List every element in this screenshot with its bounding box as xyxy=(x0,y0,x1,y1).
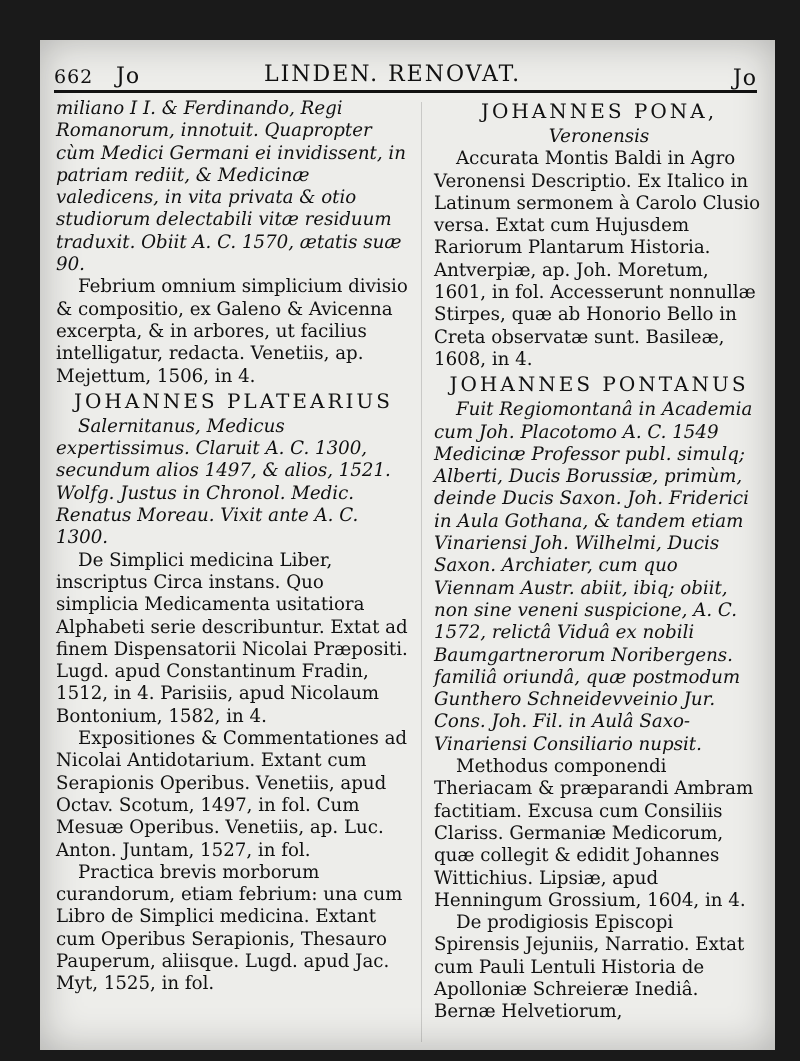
author-heading: JOHANNES PONTANUS xyxy=(449,372,749,397)
running-title: LINDEN. RENOVAT. xyxy=(264,62,522,87)
entry-text: Accurata Montis Baldi in Agro Veronensi Descriptio. Ex Italico in Latinum sermonem à Carolo Clusio versa. Extat cum Hujusdem Rariorum Plantarum Historia. Antverpiæ, ap. Joh. Moretum, 1601, in fol. Accesserunt nonnullæ Stirpes, quæ ab Honorio Bello in Creta observatæ sunt. Basileæ, 1608, in 4. xyxy=(434,148,761,370)
entry-text: Fuit Regiomontanâ in Academia cum Joh. Placotomo A. C. 1549 Medicinæ Professor publ. simulq; Alberti, Ducis Borussiæ, primùm, deinde Ducis Saxon. Joh. Friderici in Aula Gothana, & tandem etiam Vinariensi Joh. Wilhelmi, Ducis Saxon. Archiater, cum quo Viennam Austr. abiit, ibiq; obiit, non sine veneni suspicione, A. C. 1572, relictâ Viduâ ex nobili Baumgartnerorum Noribergens. familiâ oriundâ, quæ postmodum Gunthero Schneidevveinio Jur. Cons. Joh. Fil. in Aulâ Saxo-Vinariensi Consiliario nupsit. xyxy=(434,399,753,755)
entry-text: Febrium omnium simplicium divisio & compositio, ex Galeno & Avicenna excerpta, & in arbores, ut facilius intelligatur, redacta. Venetiis, ap. Mejettum, 1506, in 4. xyxy=(56,276,408,387)
author-heading: JOHANNES PLATEARIUS xyxy=(74,388,393,413)
author-heading: JOHANNES PONA, xyxy=(480,99,718,123)
book-page xyxy=(40,40,775,1050)
entry-text: Expositiones & Commentationes ad Nicolai Antidotarium. Extant cum Serapionis Operibus. Venetiis, apud Octav. Scotum, 1497, in fol. Cum Mesuæ Operibus. Venetiis, ap. Luc. Anton. Juntam, 1527, in fol. xyxy=(56,728,408,861)
entry-text: De Simplici medicina Liber, inscriptus Circa instans. Quo simplicia Medicamenta usitatiora Alphabeti serie describuntur. Extat ad finem Dispensatorii Nicolai Præpositi. Lugd. apud Constantinum Fradin, 1512, in 4. Parisiis, apud Nicolaum Bontonium, 1582, in 4. xyxy=(56,549,408,727)
left-catchword: Jo xyxy=(116,64,141,89)
entry-text: De prodigiosis Episcopi Spirensis Jejuniis, Narratio. Extat cum Pauli Lentuli Historia de Apolloniæ Schreieræ Inediâ. Bernæ Helvetiorum, xyxy=(434,912,745,1023)
page-number: 662 xyxy=(54,66,94,88)
entry-text: miliano I I. & Ferdinando, Regi Romanorum, innotuit. Quapropter cùm Medici Germani ei invidissent, in patriam rediit, & Medicinæ valedicens, in vita privata & otio studiorum delectabili vitæ residuum traduxit. Obiit A. C. 1570, ætatis suæ 90. xyxy=(56,98,406,276)
header-rule xyxy=(54,90,757,93)
entry-text: Practica brevis morborum curandorum, etiam febrium: una cum Libro de Simplici medicina. Extant cum Operibus Serapionis, Thesauro Pauperum, aliisque. Lugd. apud Jac. Myt, 1525, in fol. xyxy=(56,861,403,995)
author-origin: Veronensis xyxy=(548,126,650,147)
right-catchword: Jo xyxy=(732,66,757,91)
entry-text: Salernitanus, Medicus expertissimus. Claruit A. C. 1300, secundum alios 1497, & alios, 1521. Wolfg. Justus in Chronol. Medic. Renatus Moreau. Vixit ante A. C. 1300. xyxy=(56,415,391,549)
running-header xyxy=(54,60,757,90)
column-divider xyxy=(421,102,422,1042)
right-column xyxy=(434,98,764,1024)
entry-text: Methodus componendi Theriacam & præparandi Ambram factitiam. Excusa cum Consiliis Clariss. Germaniæ Medicorum, quæ collegit & edidit Johannes Wittichius. Lipsiæ, apud Henningum Grossium, 1604, in 4. xyxy=(434,756,754,911)
left-column xyxy=(56,98,411,996)
